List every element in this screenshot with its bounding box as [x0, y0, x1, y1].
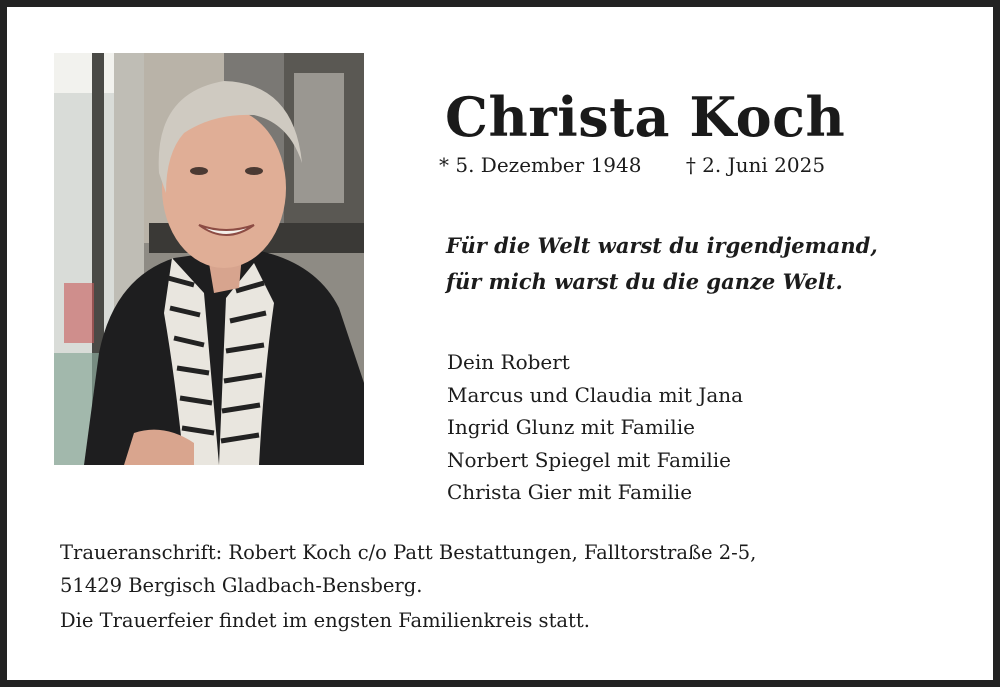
obituary-card [7, 7, 993, 680]
mourning-address [60, 536, 756, 602]
mourner-item: Christa Gier mit Familie [447, 480, 693, 505]
deceased-name: Christa Koch [445, 85, 846, 149]
mourner-item: Norbert Spiegel mit Familie [447, 447, 732, 472]
birth-date: * 5. Dezember 1948 [439, 153, 642, 177]
death-date: † 2. Juni 2025 [685, 153, 826, 177]
ceremony-note: Die Trauerfeier findet im engsten Familienkreis statt. [60, 609, 590, 632]
mourner-item: Marcus und Claudia mit Jana [447, 382, 744, 407]
mourner-item: Dein Robert [447, 350, 570, 374]
quote-line: für mich warst du die ganze Welt. [446, 269, 843, 294]
address-line: Traueranschrift: Robert Koch c/o Patt Bestattungen, Falltorstraße 2-5, [60, 541, 757, 564]
mourner-item: Ingrid Glunz mit Familie [447, 415, 695, 440]
portrait-photo [54, 53, 364, 465]
quote-line: Für die Welt warst du irgendjemand, [446, 233, 878, 258]
life-dates [439, 153, 825, 177]
memorial-quote [446, 228, 878, 300]
address-line: 51429 Bergisch Gladbach-Bensberg. [60, 574, 423, 597]
mourners-list [447, 346, 743, 509]
